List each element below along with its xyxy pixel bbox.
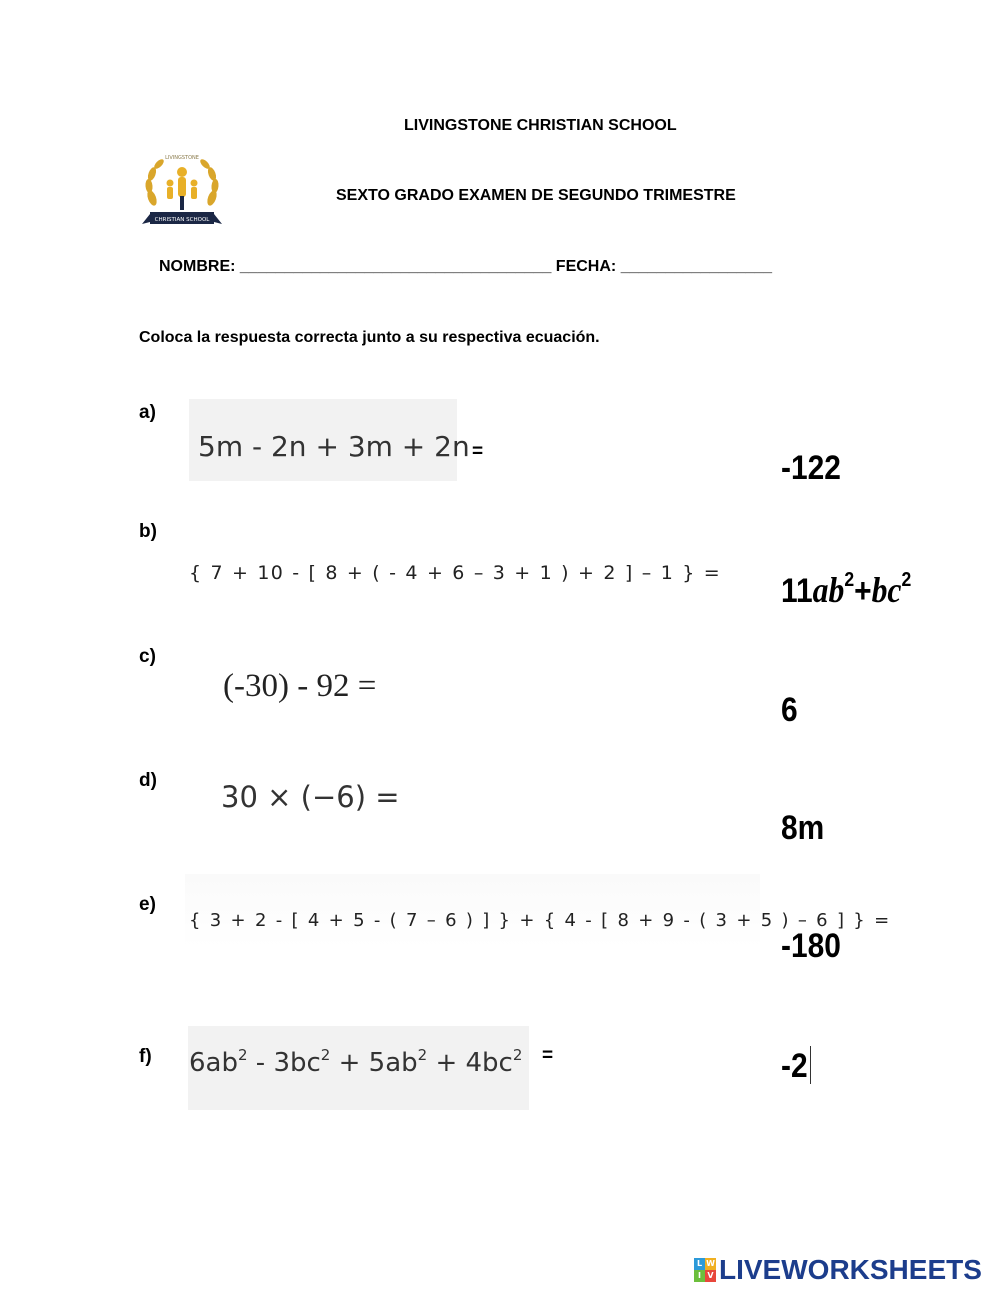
question-label-f: f)	[139, 1046, 152, 1067]
text-cursor	[810, 1046, 811, 1084]
name-blank[interactable]: ___________________________________	[239, 258, 552, 275]
answer-tile-6[interactable]: 6	[781, 691, 798, 729]
question-label-a: a)	[139, 402, 156, 423]
question-label-c: c)	[139, 646, 156, 667]
expression-a: 5m - 2n + 3m + 2n	[198, 430, 470, 463]
expression-e: { 3 + 2 - [ 4 + 5 - ( 7 – 6 ) ] } + { 4 - [ 8 + 9 - ( 3 + 5 ) – 6 ] } =	[189, 910, 891, 931]
school-logo	[138, 150, 226, 236]
answer-tile-8m[interactable]: 8m	[781, 809, 825, 847]
answer-tile-neg2[interactable]: -2	[781, 1047, 808, 1085]
expression-f: $6ab^2 - 3bc^2 + 5ab^2 + 4bc^2$	[189, 1046, 523, 1078]
answer-tile-neg122[interactable]: -122	[781, 449, 841, 487]
expression-c: (-30) - 92 =	[223, 668, 377, 704]
exam-title: SEXTO GRADO EXAMEN DE SEGUNDO TRIMESTRE	[336, 187, 736, 204]
question-label-b: b)	[139, 521, 157, 542]
answer-tile-neg180[interactable]: -180	[781, 927, 841, 965]
brand-name: LIVEWORKSHEETS	[719, 1254, 982, 1285]
svg-text:LIVINGSTONE: LIVINGSTONE	[165, 155, 199, 161]
school-name: LIVINGSTONE CHRISTIAN SCHOOL	[404, 117, 677, 134]
instructions: Coloca la respuesta correcta junto a su respectiva ecuación.	[139, 329, 600, 346]
expression-d: 30 × (−6) =	[221, 780, 400, 814]
liveworksheets-logo-icon: L W I V	[694, 1258, 716, 1282]
question-label-d: d)	[139, 770, 157, 791]
student-info-line	[159, 258, 772, 276]
equals-sign-f: =	[542, 1045, 554, 1066]
expression-b: { 7 + 10 - [ 8 + ( - 4 + 6 – 3 + 1 ) + 2 ] – 1 } =	[189, 562, 721, 584]
question-label-e: e)	[139, 894, 156, 915]
date-label: FECHA:	[555, 258, 617, 275]
liveworksheets-brand	[694, 1255, 982, 1285]
svg-text:CHRISTIAN SCHOOL: CHRISTIAN SCHOOL	[154, 217, 210, 223]
name-label: NOMBRE:	[159, 258, 236, 275]
equals-sign-a: =	[472, 441, 484, 462]
date-blank[interactable]: _________________	[620, 258, 772, 275]
answer-tile-11ab2-bc2[interactable]: $11ab^2+bc^2$	[781, 569, 912, 610]
